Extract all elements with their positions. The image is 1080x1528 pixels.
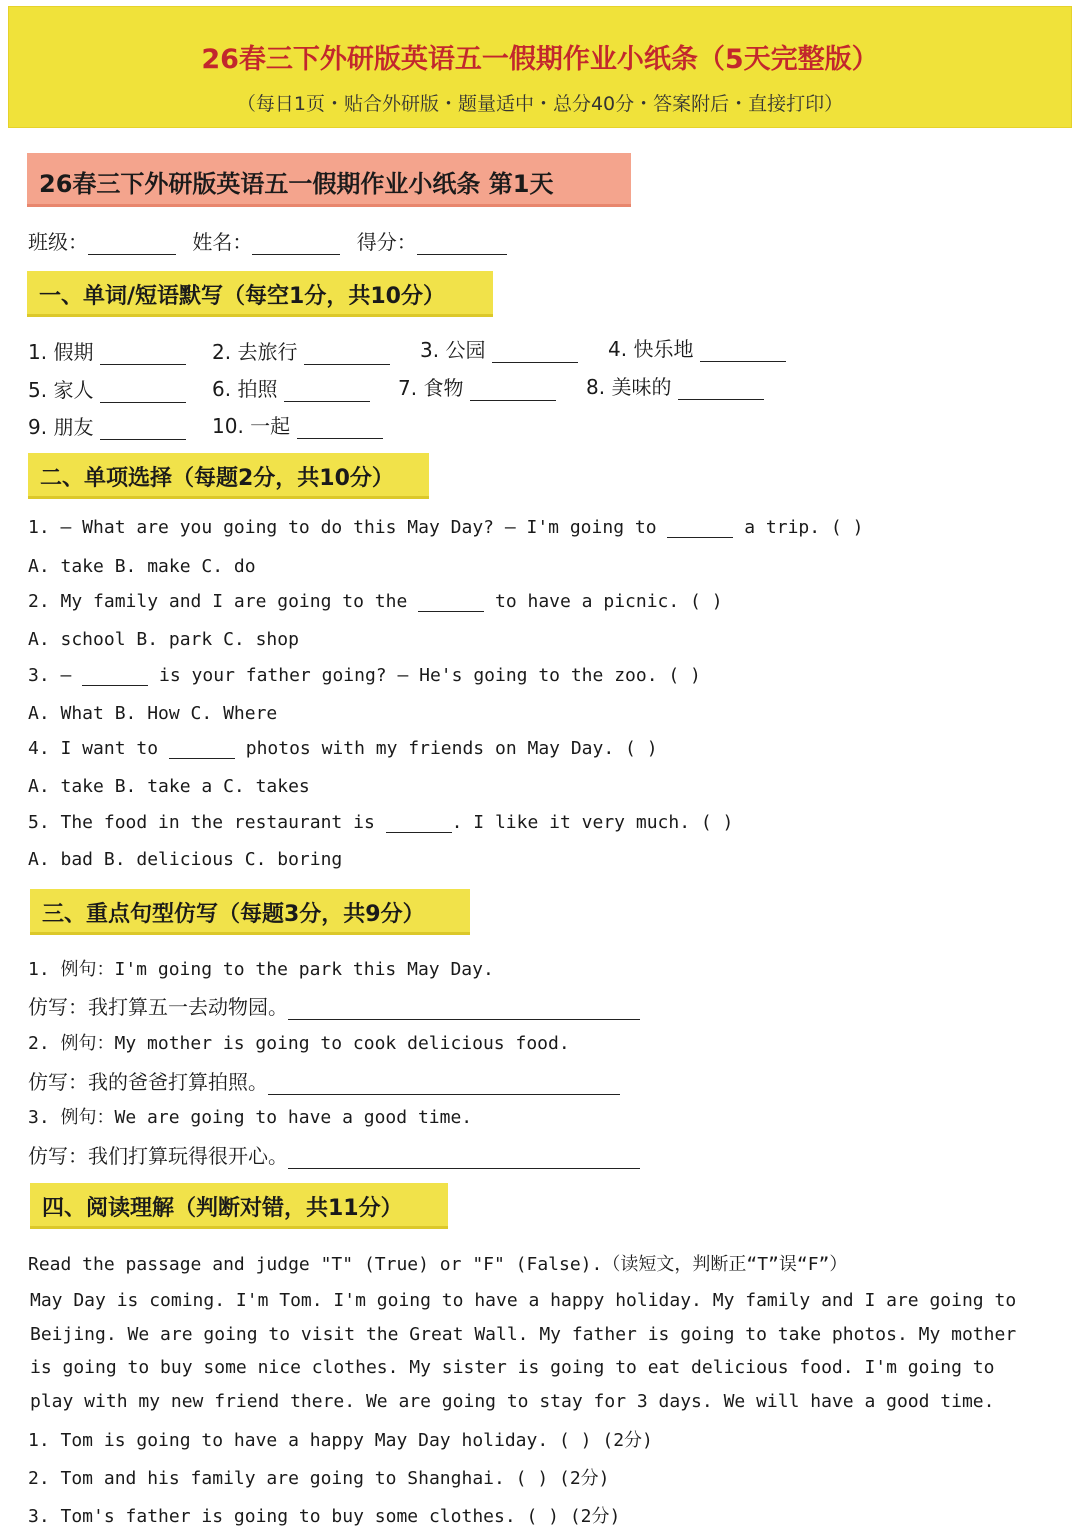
answer-blank[interactable] xyxy=(82,667,148,686)
class-label: 班级： xyxy=(28,230,88,254)
vocab-item: 6. 拍照 xyxy=(212,373,370,402)
question-2: 2. My family and I are going to the to have a picnic. ( ) xyxy=(28,591,723,612)
answer-blank[interactable] xyxy=(100,382,186,403)
document-subtitle: （每日1页・贴合外研版・题量适中・总分40分・答案附后・直接打印） xyxy=(236,93,844,115)
answer-line[interactable] xyxy=(288,1148,640,1169)
vocab-item: 9. 朋友 xyxy=(28,411,186,440)
reading-instruction: Read the passage and judge "T" (True) or "F" (False).（读短文，判断正“T”误“F”） xyxy=(28,1254,848,1275)
answer-blank[interactable] xyxy=(386,814,452,833)
answer-line[interactable] xyxy=(268,1074,620,1095)
question-3: 3. — is your father going? — He's going to the zoo. ( ) xyxy=(28,665,701,686)
answer-blank[interactable] xyxy=(100,344,186,365)
answer-blank[interactable] xyxy=(678,379,764,400)
vocab-item: 10. 一起 xyxy=(212,410,383,439)
answer-blank[interactable] xyxy=(100,419,186,440)
question-2-options: A. school B. park C. shop xyxy=(28,629,299,650)
score-blank[interactable] xyxy=(417,234,507,255)
score-label: 得分： xyxy=(356,230,417,254)
question-5-options: A. bad B. delicious C. boring xyxy=(28,849,343,870)
answer-blank[interactable] xyxy=(297,418,383,439)
section-1-header: 一、单词/短语默写（每空1分，共10分） xyxy=(27,271,493,317)
header-banner xyxy=(8,6,1072,128)
answer-blank[interactable] xyxy=(492,342,578,363)
student-info-row xyxy=(28,226,507,255)
answer-blank[interactable] xyxy=(304,344,390,365)
question-4: 4. I want to photos with my friends on May Day. ( ) xyxy=(28,738,658,759)
rewrite-task-3: 仿写：我们打算玩得很开心。 xyxy=(28,1140,640,1169)
passage-line: is going to buy some nice clothes. My sister is going to eat delicious food. I'm going to xyxy=(30,1357,995,1378)
vocab-item: 2. 去旅行 xyxy=(212,336,390,365)
section-2-header: 二、单项选择（每题2分，共10分） xyxy=(28,453,429,499)
judge-statement-2: 2. Tom and his family are going to Shanghai. ( ) (2分) xyxy=(28,1468,610,1489)
example-sentence-1: 1. 例句：I'm going to the park this May Day. xyxy=(28,959,494,980)
question-4-options: A. take B. take a C. takes xyxy=(28,776,310,797)
passage-line: May Day is coming. I'm Tom. I'm going to have a happy holiday. My family and I are going to xyxy=(30,1290,1017,1311)
question-1: 1. — What are you going to do this May Day? — I'm going to a trip. ( ) xyxy=(28,517,864,538)
rewrite-task-2: 仿写：我的爸爸打算拍照。 xyxy=(28,1066,620,1095)
question-5: 5. The food in the restaurant is . I like it very much. ( ) xyxy=(28,812,734,833)
vocab-item: 3. 公园 xyxy=(420,334,578,363)
answer-blank[interactable] xyxy=(700,341,786,362)
vocab-item: 5. 家人 xyxy=(28,374,186,403)
vocab-item: 1. 假期 xyxy=(28,336,186,365)
answer-line[interactable] xyxy=(288,999,640,1020)
example-sentence-3: 3. 例句：We are going to have a good time. xyxy=(28,1107,473,1128)
class-blank[interactable] xyxy=(88,234,176,255)
section-4-header: 四、阅读理解（判断对错，共11分） xyxy=(30,1183,448,1229)
answer-blank[interactable] xyxy=(284,381,370,402)
judge-statement-1: 1. Tom is going to have a happy May Day holiday. ( ) (2分) xyxy=(28,1430,653,1451)
question-3-options: A. What B. How C. Where xyxy=(28,703,278,724)
vocab-item: 8. 美味的 xyxy=(586,371,764,400)
vocab-item: 7. 食物 xyxy=(398,372,556,401)
reading-passage xyxy=(30,1284,1040,1418)
question-1-options: A. take B. make C. do xyxy=(28,556,256,577)
passage-line: Beijing. We are going to visit the Great Wall. My father is going to take photos. My mother xyxy=(30,1323,1017,1345)
judge-statement-3: 3. Tom's father is going to buy some clothes. ( ) (2分) xyxy=(28,1506,621,1527)
name-label: 姓名： xyxy=(192,230,253,254)
answer-blank[interactable] xyxy=(667,519,733,538)
rewrite-task-1: 仿写：我打算五一去动物园。 xyxy=(28,991,640,1020)
document-title: 26春三下外研版英语五一假期作业小纸条（5天完整版） xyxy=(201,44,879,75)
section-3-header: 三、重点句型仿写（每题3分，共9分） xyxy=(30,889,470,935)
answer-blank[interactable] xyxy=(169,740,235,759)
name-blank[interactable] xyxy=(252,234,340,255)
answer-blank[interactable] xyxy=(470,380,556,401)
vocab-item: 4. 快乐地 xyxy=(608,333,786,362)
example-sentence-2: 2. 例句：My mother is going to cook delicious food. xyxy=(28,1033,570,1054)
answer-blank[interactable] xyxy=(418,593,484,612)
passage-line: play with my new friend there. We are going to stay for 3 days. We will have a good time. xyxy=(30,1390,995,1412)
day-title: 26春三下外研版英语五一假期作业小纸条 第1天 xyxy=(27,153,631,207)
